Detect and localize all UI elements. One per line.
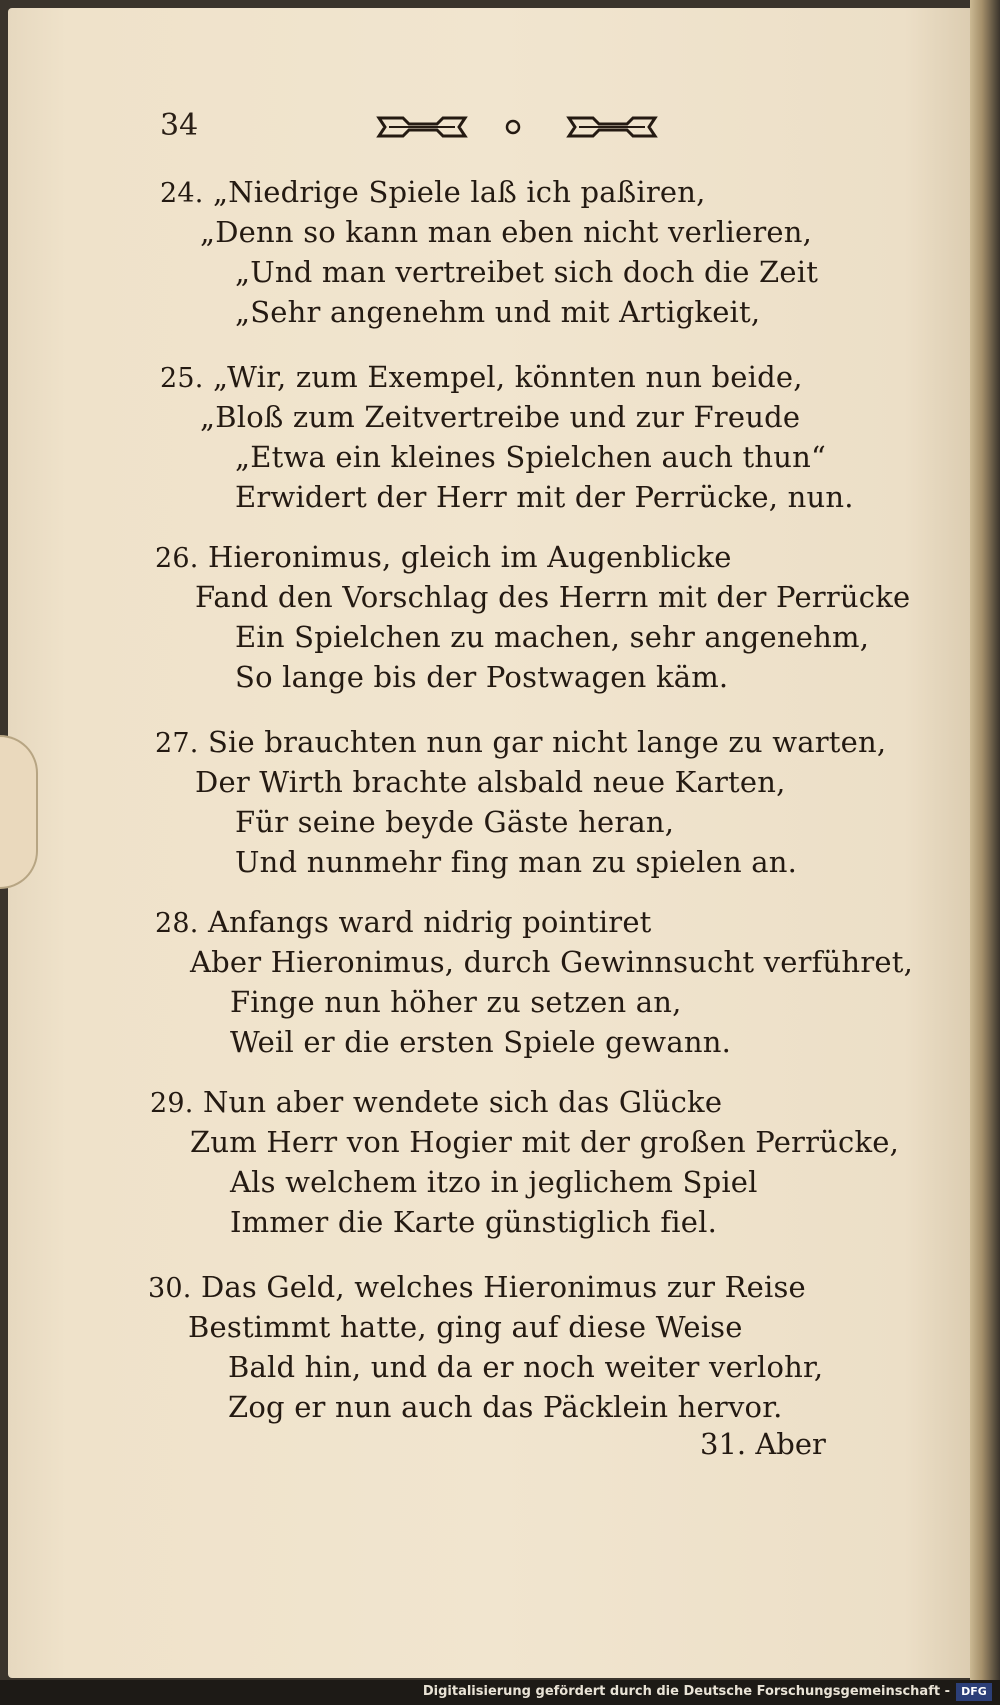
verse-line: Als welchem itzo in jeglichem Spiel bbox=[230, 1165, 758, 1199]
stanza-line bbox=[155, 725, 886, 759]
verse-line: Finge nun höher zu setzen an, bbox=[230, 985, 682, 1019]
verse-line: Zum Herr von Hogier mit der großen Perrücke, bbox=[190, 1125, 900, 1159]
verse-line: Ein Spielchen zu machen, sehr angenehm, bbox=[235, 620, 870, 654]
stanza-line bbox=[160, 175, 706, 209]
verse-line: Weil er die ersten Spiele gewann. bbox=[230, 1025, 731, 1059]
stanza-number: 27. bbox=[155, 728, 199, 759]
verse-line: Hieronimus, gleich im Augenblicke bbox=[207, 540, 732, 574]
stanza-line bbox=[148, 1270, 806, 1304]
verse-line: Anfangs ward nidrig pointiret bbox=[207, 905, 652, 939]
stanza-number: 25. bbox=[160, 363, 204, 394]
verse-line: Immer die Karte günstiglich fiel. bbox=[230, 1205, 718, 1239]
verse-line: Das Geld, welches Hieronimus zur Reise bbox=[200, 1270, 806, 1304]
verse-line: Bestimmt hatte, ging auf diese Weise bbox=[188, 1310, 743, 1344]
stanza-number: 24. bbox=[160, 178, 204, 209]
stanza-line bbox=[150, 1085, 722, 1119]
ornament-right-icon bbox=[565, 114, 660, 140]
dfg-logo: DFG bbox=[956, 1683, 992, 1701]
verse-line: Bald hin, und da er noch weiter verlohr, bbox=[228, 1350, 824, 1384]
stanza-line bbox=[155, 905, 652, 939]
page-gutter-edge bbox=[970, 0, 1000, 1680]
footer-bar bbox=[0, 1680, 1000, 1705]
verse-line: Für seine beyde Gäste heran, bbox=[235, 805, 675, 839]
page-tab-mark bbox=[0, 735, 38, 889]
verse-line: „Denn so kann man eben nicht verlieren, bbox=[200, 215, 813, 249]
verse-line: „Wir, zum Exempel, könnten nun beide, bbox=[212, 360, 803, 394]
verse-line: „Niedrige Spiele laß ich paßiren, bbox=[212, 175, 706, 209]
verse-line: Nun aber wendete sich das Glücke bbox=[202, 1085, 723, 1119]
verse-line: „Und man vertreibet sich doch die Zeit bbox=[235, 255, 819, 289]
catchword: 31. Aber bbox=[700, 1427, 826, 1461]
stanza-line bbox=[160, 360, 803, 394]
verse-line: Sie brauchten nun gar nicht lange zu warten, bbox=[207, 725, 887, 759]
verse-line: Fand den Vorschlag des Herrn mit der Perrücke bbox=[195, 580, 911, 614]
verse-line: Aber Hieronimus, durch Gewinnsucht verführet, bbox=[190, 945, 914, 979]
stanza-number: 26. bbox=[155, 543, 199, 574]
verse-line: „Sehr angenehm und mit Artigkeit, bbox=[235, 295, 761, 329]
page-header bbox=[160, 108, 720, 148]
ornament-left-icon bbox=[375, 114, 470, 140]
ornament-center-icon bbox=[503, 114, 523, 140]
page-number: 34 bbox=[160, 108, 199, 143]
stanza-number: 28. bbox=[155, 908, 199, 939]
verse-line: „Etwa ein kleines Spielchen auch thun“ bbox=[235, 440, 827, 474]
stanza-number: 30. bbox=[148, 1273, 192, 1304]
verse-line: Zog er nun auch das Päcklein hervor. bbox=[228, 1390, 783, 1424]
verse-line: So lange bis der Postwagen käm. bbox=[235, 660, 729, 694]
verse-line: „Bloß zum Zeitvertreibe und zur Freude bbox=[200, 400, 801, 434]
stanza-line bbox=[155, 540, 732, 574]
footer-credit: Digitalisierung gefördert durch die Deutsche Forschungsgemeinschaft - bbox=[422, 1684, 950, 1699]
verse-line: Der Wirth brachte alsbald neue Karten, bbox=[195, 765, 786, 799]
stanza-number: 29. bbox=[150, 1088, 194, 1119]
verse-line: Erwidert der Herr mit der Perrücke, nun. bbox=[235, 480, 854, 514]
verse-line: Und nunmehr fing man zu spielen an. bbox=[235, 845, 798, 879]
